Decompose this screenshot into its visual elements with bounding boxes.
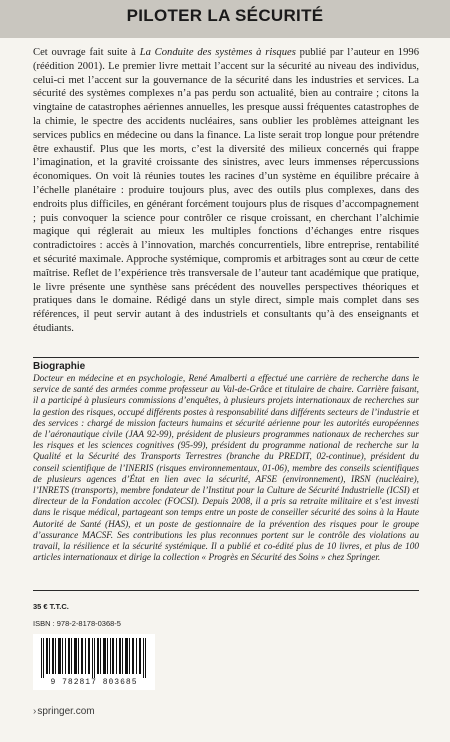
book-title: PILOTER LA SÉCURITÉ — [126, 6, 324, 25]
publisher-url: springer.com — [37, 706, 95, 717]
summary-rest: publié par l’auteur en 1996 (réédition 2001). Le premier livre mettait l’accent sur la sécurité au niveau des individus, celui-ci met l’accent sur la gouvernance de la sécurité dans les industries et services. La sécurité des systèmes complexes n’a pas perdu son actualité, bien au contraire ; citons la vingtaine de catastrophes aériennes annuelles, les presque aussi fréquentes catastrophes de la chimie, le spectre des accidents nucléaires, sans oublier les problèmes atteignant les services publics en médecine ou dans la finance. La liste serait trop longue pour prétendre être exhaustif. Plus que les morts, c’est la diversité des milieux concernés qui frappe l’imagination, et la gravité croissante des sinistres, avec leurs immenses répercussions économiques. On voit là réunies toutes les racines d’un système en équilibre précaire à l’échelle planétaire : produire toujours plus, avec des outils plus complexes, dans des endroits plus difficiles, en générant forcément toujours plus de risques d’accompagnement ; puis convoquer la science pour contrôler ce risque croissant, en cherchant l’alchimie magique qui réglerait au mieux les multiples fonctions d’échanges entre risques contradictoires : accès à l’innovation, marchés concurrentiels, libre entreprise, rentabilité et sécurité maximale. Approche systémique, compromis et arbitrages sont au cœur de cette maîtrise. Reflet de l’expérience très transversale de l’auteur tant académique que pratique, le livre présente une synthèse sans précédent des nouvelles perspectives théoriques et pratiques dans le domaine. Rédigé dans un style direct, simple mais complet dans ses références, il peut servir autant à des industriels et consultants qu’à des enseignants et étudiants. — [33, 47, 419, 334]
barcode-icon — [41, 638, 147, 678]
biography-text: Docteur en médecine et en psychologie, René Amalberti a effectué une carrière de recherche dans le service de santé des armées comme professeur au Val-de-Grâce et titulaire de chaire. Carrière faisant, il a participé à plusieurs commissions d’enquêtes, à plusieurs projets internationaux de recherches sur la gestion des risques, occupé différents postes à responsabilité dans différents secteurs de l’industrie et des services : chargé de mission facteurs humains et sécurité aérienne pour les autorités européennes de l’aéronautique civile (JAA 92-99), président de plusieurs programmes nationaux de recherches sur les risques et les sciences cognitives (95-99), président du programme national de recherche sur la Qualité et la Sécurité des Transports Terrestres (branche du PREDIT, 02-continue), président du conseil scientifique de l’INERIS (risques environnementaux, 01-06), membre des conseils scientifiques de plusieurs agences d’État en lien avec la sécurité, AFSE (environnement), IRSN (nucléaire), l’INRETS (transports), membre fondateur de l’Institut pour la Culture de Sécurité Industrielle (ICSI) et directeur de la Fondation accolec (FOCSI). Depuis 2008, il a pris sa retraite militaire et s’est investi dans le risque médical, partageant son temps entre un poste de conseiller sécurité des soins à la Haute Autorité de Santé (HAS), et un poste de gestionnaire de la prévention des risques pour le groupe d’assurance MACSF. Ses contributions les plus reconnues portent sur le contrôle des violations au travail, la résilience et la sécurité systémique. Il a publié et co-édité plus de 10 livres, et plus de 100 articles internationaux et dirige la collection « Progrès en Sécurité des Soins » chez Springer. — [33, 374, 419, 564]
bottom-divider — [33, 590, 419, 591]
summary-text — [33, 46, 419, 336]
price-label: 35 € T.T.C. — [33, 602, 69, 611]
cited-book-title: La Conduite des systèmes à risques — [139, 47, 296, 58]
summary-paragraph — [33, 46, 419, 336]
isbn-label: ISBN : 978-2-8178-0368-5 — [33, 619, 121, 628]
biography-heading: Biographie — [33, 361, 86, 372]
barcode — [33, 634, 155, 690]
publisher-link[interactable] — [33, 706, 95, 717]
barcode-number: 9 782817 803685 — [50, 678, 138, 687]
chevron-right-icon: › — [33, 706, 37, 717]
summary-intro: Cet ouvrage fait suite à — [33, 47, 140, 58]
top-divider — [33, 357, 419, 358]
